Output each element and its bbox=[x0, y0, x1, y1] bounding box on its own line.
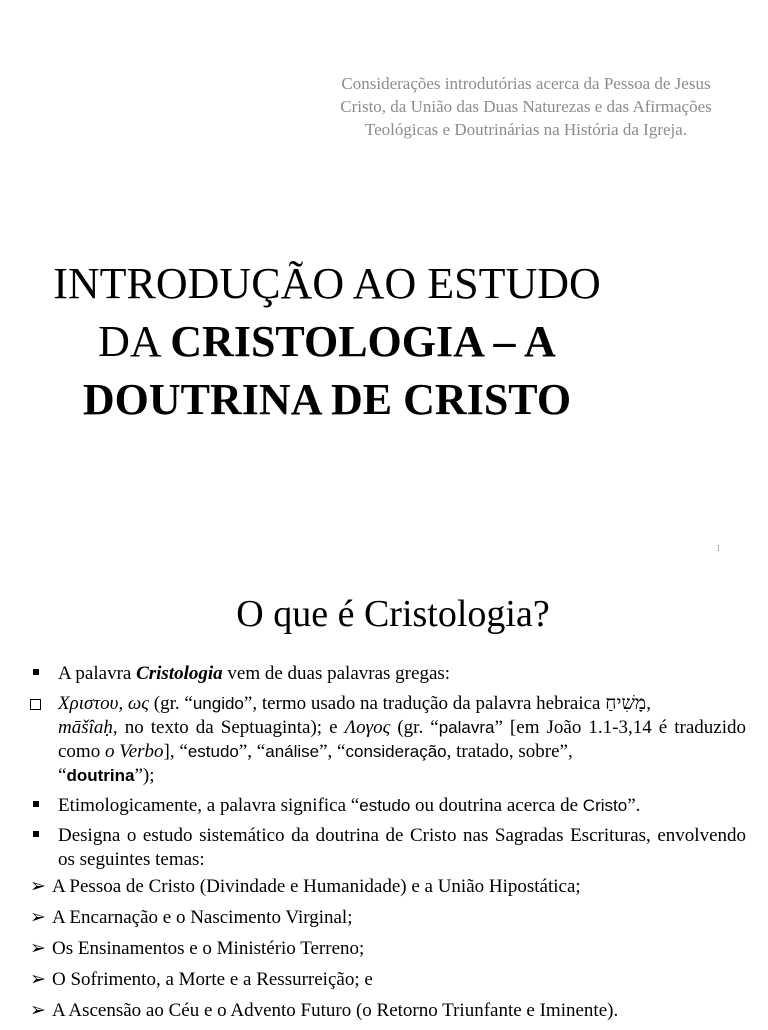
slide-heading: O que é Cristologia? bbox=[236, 593, 550, 635]
square-bullet-icon bbox=[30, 662, 54, 686]
text: (gr. “ bbox=[149, 693, 193, 714]
topic-label: A Pessoa de Cristo (Divindade e Humanidade) e a União Hipostática; bbox=[52, 876, 581, 897]
topic-label: A Ascensão ao Céu e o Advento Futuro (o Retorno Triunfante e Iminente). bbox=[52, 1000, 619, 1021]
text: ”); bbox=[134, 765, 155, 786]
greek-logos: Λογος bbox=[344, 717, 391, 738]
text: ”, termo usado na tradução da palavra hebraica bbox=[243, 693, 606, 714]
text: ”, “ bbox=[238, 741, 266, 762]
text: ], “ bbox=[163, 741, 188, 762]
text: Etimologicamente, a palavra significa “ bbox=[58, 795, 360, 816]
arrow-bullet-icon: ➢ bbox=[30, 907, 46, 928]
content-slide bbox=[0, 570, 768, 1024]
checkbox-bullet-item bbox=[30, 692, 746, 788]
subtitle-line: Considerações introdutórias acerca da Pessoa de Jesus bbox=[341, 74, 711, 93]
text: , tratado, sobre”, bbox=[446, 741, 573, 762]
text: ”. bbox=[627, 795, 641, 816]
text: (gr. “ bbox=[390, 717, 439, 738]
term-verbo: o Verbo bbox=[104, 741, 164, 762]
arrow-bullet-icon: ➢ bbox=[30, 969, 46, 990]
word-estudo: estudo bbox=[187, 742, 239, 761]
title-da: DA bbox=[98, 317, 171, 366]
topic-item bbox=[30, 968, 746, 992]
word-estudo: estudo bbox=[359, 796, 411, 815]
text: A palavra bbox=[58, 663, 137, 684]
text: ” [em João 1.1-3,14 é traduzido como bbox=[58, 717, 746, 762]
topic-item bbox=[30, 999, 746, 1023]
topic-label: Os Ensinamentos e o Ministério Terreno; bbox=[52, 938, 365, 959]
bullet-item bbox=[30, 794, 746, 818]
title-doutrina: DOUTRINA DE CRISTO bbox=[82, 375, 572, 424]
arrow-bullet-icon: ➢ bbox=[30, 1000, 46, 1021]
term-cristologia: Cristologia bbox=[136, 663, 223, 684]
word-doutrina: doutrina bbox=[66, 766, 135, 785]
slide-body bbox=[30, 662, 746, 1030]
word-analise: análise bbox=[265, 742, 320, 761]
text: ”, “ bbox=[319, 741, 346, 762]
checkbox-bullet-icon bbox=[30, 692, 54, 716]
title-line-3 bbox=[22, 371, 632, 429]
bullet-item bbox=[30, 662, 746, 686]
word-ungido: ungido bbox=[192, 694, 244, 713]
topic-label: O Sofrimento, a Morte e a Ressurreição; e bbox=[52, 969, 373, 990]
arrow-bullet-icon: ➢ bbox=[30, 876, 46, 897]
text: Designa o estudo sistemático da doutrina de Cristo nas Sagradas Escrituras, envolvendo os seguintes temas: bbox=[58, 825, 746, 870]
title-line-1: INTRODUÇÃO AO ESTUDO bbox=[53, 259, 601, 308]
page-number: 1 bbox=[716, 543, 721, 553]
bullet-item bbox=[30, 824, 746, 872]
slide-subtitle bbox=[300, 72, 752, 141]
title-cristologia: CRISTOLOGIA – A bbox=[170, 317, 556, 366]
subtitle-line: Teológicas e Doutrinárias na História da Igreja. bbox=[364, 120, 688, 139]
topic-item bbox=[30, 937, 746, 961]
topic-item bbox=[30, 906, 746, 930]
subtitle-line: Cristo, da União das Duas Naturezas e das Afirmações bbox=[340, 97, 712, 116]
word-consideracao: consideração bbox=[345, 742, 447, 761]
square-bullet-icon bbox=[30, 794, 54, 818]
text: “ bbox=[58, 765, 67, 786]
word-palavra: palavra bbox=[438, 718, 495, 737]
topic-item bbox=[30, 875, 746, 899]
square-bullet-icon bbox=[30, 824, 54, 848]
slide-title bbox=[22, 255, 632, 429]
hebrew-word: מָשִׁיחַ bbox=[605, 693, 647, 714]
text: , bbox=[646, 693, 651, 714]
greek-christos: Χριστου, ως bbox=[58, 693, 150, 714]
word-cristo: Cristo bbox=[582, 796, 628, 815]
text: , no texto da Septuaginta); e bbox=[112, 717, 345, 738]
text: ou doutrina acerca de bbox=[410, 795, 583, 816]
topic-label: A Encarnação e o Nascimento Virginal; bbox=[52, 907, 353, 928]
arrow-bullet-icon: ➢ bbox=[30, 938, 46, 959]
title-line-2 bbox=[22, 313, 632, 371]
text: vem de duas palavras gregas: bbox=[222, 663, 451, 684]
transliteration: māšîaḥ bbox=[58, 717, 113, 738]
